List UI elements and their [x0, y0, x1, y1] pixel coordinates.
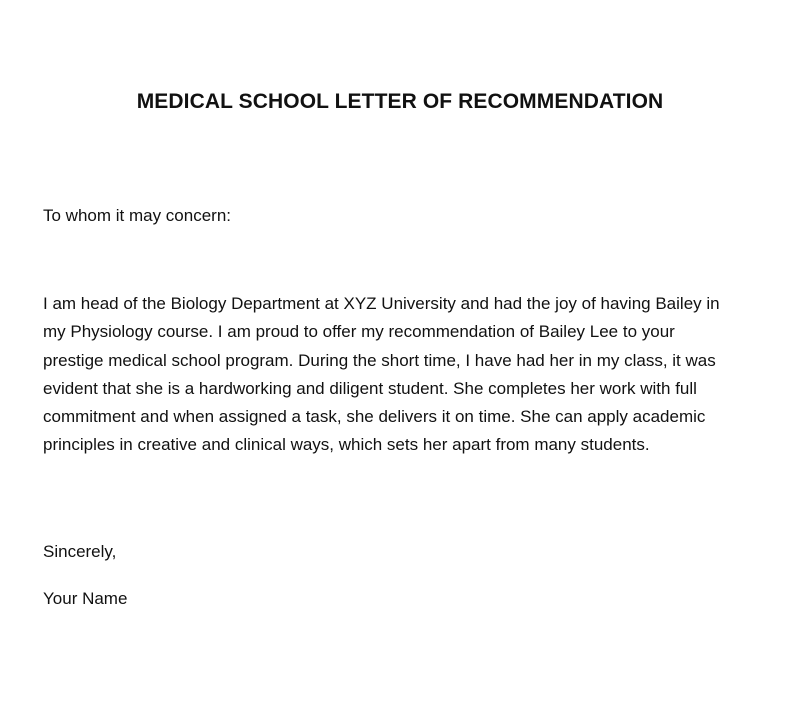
closing: Sincerely, — [43, 542, 117, 561]
letter-title: MEDICAL SCHOOL LETTER OF RECOMMENDATION — [136, 90, 664, 113]
body-line: I am head of the Biology Department at XYZ University and had the joy of having Bailey in — [43, 294, 720, 313]
body-line: evident that she is a hardworking and diligent student. She completes her work with full — [43, 378, 697, 398]
body-line: principles in creative and clinical ways, which sets her apart from many students. — [43, 435, 650, 455]
signature-name: Your Name — [43, 589, 128, 608]
letter-body — [43, 290, 783, 460]
salutation: To whom it may concern: — [43, 206, 232, 225]
body-line: my Physiology course. I am proud to offer my recommendation of Bailey Lee to your — [43, 322, 675, 342]
body-line: prestige medical school program. During the short time, I have had her in my class, it was — [43, 350, 716, 370]
body-line: commitment and when assigned a task, she delivers it on time. She can apply academic — [43, 407, 706, 427]
